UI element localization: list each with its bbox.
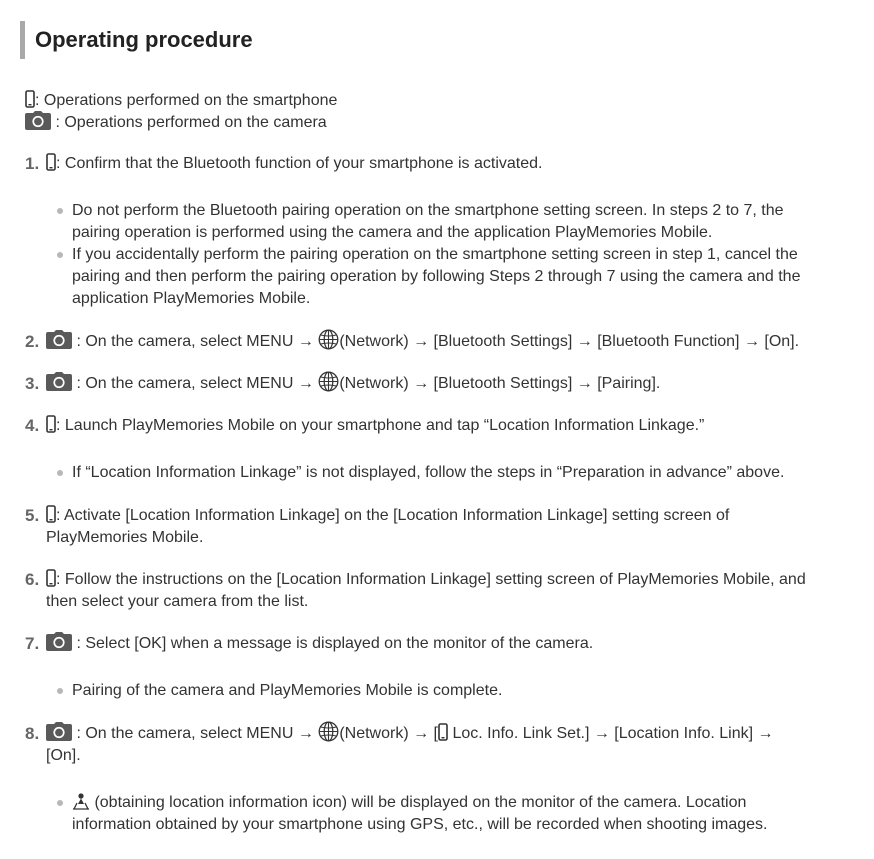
step-number: 7. xyxy=(25,634,40,653)
step-3-text xyxy=(46,373,826,395)
step-8-notes xyxy=(56,792,816,836)
step-4-label: : Launch PlayMemories Mobile on your smartphone and tap “Location Information Linkage.” xyxy=(56,417,705,434)
step-8-label-pre: : On the camera, select MENU → xyxy=(76,725,314,742)
legend-phone xyxy=(25,90,337,112)
step-1-label: : Confirm that the Bluetooth function of your smartphone is activated. xyxy=(56,155,543,172)
step-number: 5. xyxy=(25,506,40,525)
step-1-notes xyxy=(56,200,816,310)
step-number: 3. xyxy=(25,374,40,393)
step-4-text xyxy=(46,415,826,437)
step-3-label-post: (Network) → [Bluetooth Settings] → [Pairing]. xyxy=(339,375,661,392)
step-8-label-post: Loc. Info. Link Set.] → [Location Info. Link] → [On]. xyxy=(46,725,774,764)
step-5-label: : Activate [Location Information Linkage] on the [Location Information Linkage] setting screen of PlayMemories Mobile. xyxy=(46,507,730,546)
step-8-text xyxy=(46,723,806,767)
camera-icon xyxy=(25,111,51,130)
legend-phone-text: : Operations performed on the smartphone xyxy=(35,92,338,109)
step-1-text xyxy=(46,153,826,175)
location-info-icon xyxy=(72,792,90,810)
step-2-text xyxy=(46,331,826,353)
note-item: If “Location Information Linkage” is not displayed, follow the steps in “Preparation in advance” above. xyxy=(56,462,816,484)
legend-camera xyxy=(25,112,327,134)
legend-camera-text: : Operations performed on the camera xyxy=(55,114,327,131)
step-number: 6. xyxy=(25,570,40,589)
step-6-text xyxy=(46,569,806,613)
step-number: 8. xyxy=(25,724,40,743)
note-item xyxy=(56,792,816,836)
step-2-label-pre: : On the camera, select MENU → xyxy=(76,333,314,350)
note-item: If you accidentally perform the pairing operation on the smartphone setting screen in step 1, cancel the pairing and then perform the pairing operation by following Steps 2 through 7 using the camera and the application PlayMemories Mobile. xyxy=(56,244,816,310)
step-6-label: : Follow the instructions on the [Location Information Linkage] setting screen of PlayMemories Mobile, and then select your camera from the list. xyxy=(46,571,806,610)
step-number: 1. xyxy=(25,154,40,173)
camera-icon xyxy=(46,722,72,741)
step-number: 2. xyxy=(25,332,40,351)
smartphone-icon xyxy=(46,505,56,523)
smartphone-icon xyxy=(46,569,56,587)
step-7-text xyxy=(46,633,826,655)
network-globe-icon xyxy=(318,371,339,392)
smartphone-icon xyxy=(46,153,56,171)
step-4-notes xyxy=(56,462,816,484)
smartphone-icon xyxy=(438,723,448,741)
network-globe-icon xyxy=(318,329,339,350)
page-title: Operating procedure xyxy=(20,21,253,59)
step-7-label: : Select [OK] when a message is displayed on the monitor of the camera. xyxy=(76,635,594,652)
smartphone-icon xyxy=(25,90,35,108)
camera-icon xyxy=(46,632,72,651)
step-5-text xyxy=(46,505,786,549)
note-text: (obtaining location information icon) will be displayed on the monitor of the camera. Location information obtained by your smartphone using GPS, etc., will be recorded when shooting images. xyxy=(72,794,768,833)
note-item: Do not perform the Bluetooth pairing operation on the smartphone setting screen. In steps 2 to 7, the pairing operation is performed using the camera and the application PlayMemories Mobile. xyxy=(56,200,816,244)
step-2-label-post: (Network) → [Bluetooth Settings] → [Bluetooth Function] → [On]. xyxy=(339,333,800,350)
step-8-label-mid: (Network) → [ xyxy=(339,725,438,742)
note-item: Pairing of the camera and PlayMemories Mobile is complete. xyxy=(56,680,816,702)
smartphone-icon xyxy=(46,415,56,433)
camera-icon xyxy=(46,372,72,391)
step-number: 4. xyxy=(25,416,40,435)
network-globe-icon xyxy=(318,721,339,742)
step-7-notes xyxy=(56,680,816,702)
step-3-label-pre: : On the camera, select MENU → xyxy=(76,375,314,392)
camera-icon xyxy=(46,330,72,349)
